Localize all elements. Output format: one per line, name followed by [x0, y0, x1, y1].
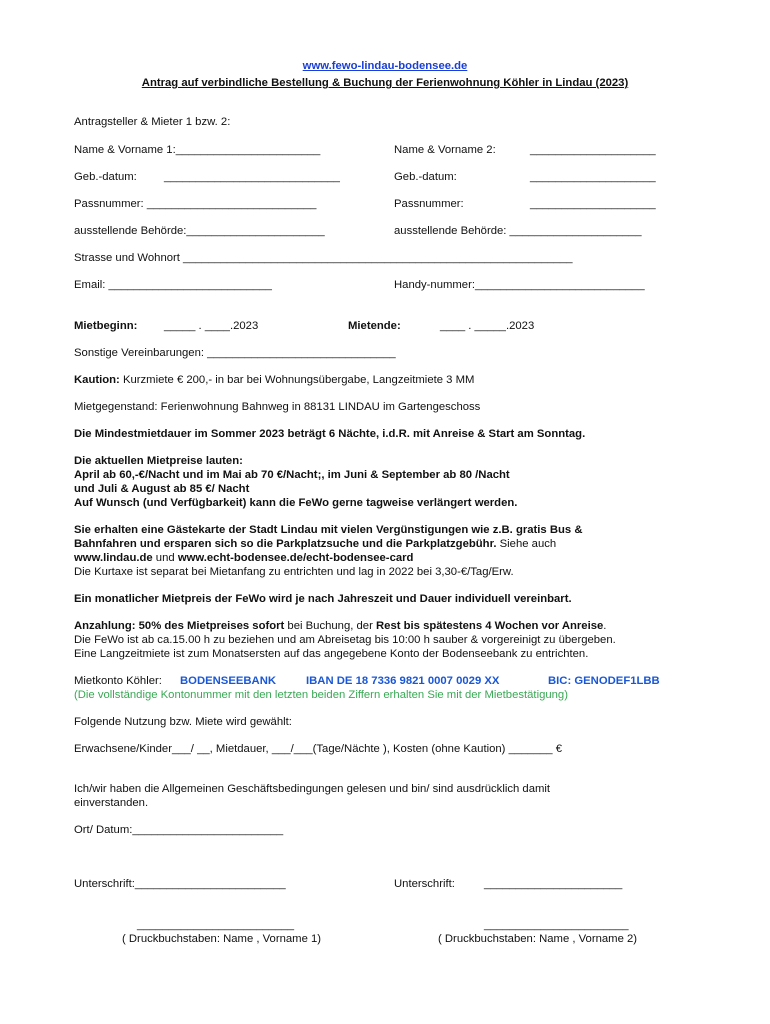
bank-name: BODENSEEBANK: [180, 675, 277, 687]
email-field[interactable]: Email: __________________________: [74, 279, 272, 291]
place-date-field[interactable]: Ort/ Datum:________________________: [74, 824, 284, 836]
deposit-label: Kaution:: [74, 374, 120, 386]
tourist-tax-note: Die Kurtaxe ist separat bei Mietanfang zu entrichten und lag in 2022 bei 3,30-€/Tag/Erw.: [74, 566, 514, 578]
dob-label-2: Geb.-datum:: [394, 171, 457, 183]
guestcard-text: Bahnfahren und ersparen sich so die Parkplatzsuche und die Parkplatzgebühr.: [74, 538, 497, 550]
dob-label-1: Geb.-datum:: [74, 171, 137, 183]
rental-start-label: Mietbeginn:: [74, 320, 138, 332]
usage-heading: Folgende Nutzung bzw. Miete wird gewählt:: [74, 716, 292, 728]
name-field-1[interactable]: Name & Vorname 1:_______________________: [74, 144, 321, 156]
guestcard-and: und: [152, 552, 178, 564]
payment-period: .: [603, 620, 607, 632]
authority-field-2[interactable]: ausstellende Behörde: _____________________: [394, 225, 642, 237]
terms-line-1: Ich/wir haben die Allgemeinen Geschäftsbedingungen gelesen und bin/ sind ausdrücklich damit: [74, 783, 551, 795]
dob-field-1[interactable]: ____________________________: [164, 171, 340, 183]
guestcard-line-1: Sie erhalten eine Gästekarte der Stadt Lindau mit vielen Vergünstigungen wie z.B. gratis Bus &: [74, 524, 583, 536]
signature-field-2[interactable]: ______________________: [484, 878, 623, 890]
name-field-2[interactable]: ____________________: [530, 144, 656, 156]
street-field[interactable]: Strasse und Wohnort ______________________________________________________________: [74, 252, 573, 264]
deposit-line: [74, 374, 474, 388]
monthly-price-note: Ein monatlicher Mietpreis der FeWo wird je nach Jahreszeit und Dauer individuell vereinbart.: [74, 593, 572, 605]
print-name-field-1[interactable]: _________________________: [137, 919, 295, 931]
name-label-2: Name & Vorname 2:: [394, 144, 496, 156]
rental-end-label: Mietende:: [348, 320, 401, 332]
deposit-text: Kurzmiete € 200,- in bar bei Wohnungsübergabe, Langzeitmiete 3 MM: [119, 374, 475, 386]
payment-text: bei Buchung, der: [284, 620, 376, 632]
rental-end-field[interactable]: ____ . _____.2023: [440, 320, 535, 332]
rental-object: Mietgegenstand: Ferienwohnung Bahnweg in 88131 LINDAU im Gartengeschoss: [74, 401, 481, 413]
bic: BIC: GENODEF1LBB: [548, 675, 660, 687]
print-name-field-2[interactable]: _______________________: [484, 919, 629, 931]
remainder-payment: Rest bis spätestens 4 Wochen vor Anreise: [376, 620, 604, 632]
iban: IBAN DE 18 7336 9821 0007 0029 XX: [306, 675, 500, 687]
website-link[interactable]: www.fewo-lindau-bodensee.de: [302, 60, 468, 72]
other-agreements-field[interactable]: Sonstige Vereinbarungen: ______________________________: [74, 347, 396, 359]
price-line: April ab 60,-€/Nacht und im Mai ab 70 €/Nacht;, im Juni & September ab 80 /Nacht: [74, 469, 510, 481]
signature-field-1[interactable]: Unterschrift:________________________: [74, 878, 286, 890]
lindau-link[interactable]: www.lindau.de: [74, 552, 153, 564]
guestcard-line-2: [74, 538, 556, 552]
terms-line-2: einverstanden.: [74, 797, 149, 809]
applicant-heading: Antragsteller & Mieter 1 bzw. 2:: [74, 116, 231, 128]
checkin-note: Die FeWo ist ab ca.15.00 h zu beziehen und am Abreisetag bis 10:00 h sauber & vorgereinigt zu übergeben.: [74, 634, 616, 646]
document-title: Antrag auf verbindliche Bestellung & Buchung der Ferienwohnung Köhler in Lindau (2023): [141, 77, 629, 89]
guestcard-see-also: Siehe auch: [496, 538, 557, 550]
price-line: Auf Wunsch (und Verfügbarkeit) kann die FeWo gerne tagweise verlängert werden.: [74, 497, 518, 509]
passport-label-2: Passnummer:: [394, 198, 464, 210]
price-line: und Juli & August ab 85 €/ Nacht: [74, 483, 250, 495]
print-caption-1: ( Druckbuchstaben: Name , Vorname 1): [122, 933, 322, 945]
account-note: (Die vollständige Kontonummer mit den letzten beiden Ziffern erhalten Sie mit der Mietbestätigung): [74, 689, 568, 701]
signature-label-2: Unterschrift:: [394, 878, 455, 890]
account-label: Mietkonto Köhler:: [74, 675, 162, 687]
deposit-payment: Anzahlung: 50% des Mietpreises sofort: [74, 620, 285, 632]
long-term-payment-note: Eine Langzeitmiete ist zum Monatsersten auf das angegebene Konto der Bodenseebank zu entrichten.: [74, 648, 589, 660]
payment-line-1: [74, 620, 606, 634]
echt-bodensee-link[interactable]: www.echt-bodensee.de/echt-bodensee-card: [177, 552, 414, 564]
usage-field[interactable]: Erwachsene/Kinder___/ __, Mietdauer, ___/___(Tage/Nächte ), Kosten (ohne Kaution) _______ €: [74, 743, 562, 755]
guestcard-line-3: [74, 552, 413, 566]
passport-field-1[interactable]: Passnummer: ___________________________: [74, 198, 317, 210]
passport-field-2[interactable]: ____________________: [530, 198, 656, 210]
authority-field-1[interactable]: ausstellende Behörde:______________________: [74, 225, 325, 237]
dob-field-2[interactable]: ____________________: [530, 171, 656, 183]
min-stay-note: Die Mindestmietdauer im Sommer 2023 beträgt 6 Nächte, i.d.R. mit Anreise & Start am Sonntag.: [74, 428, 586, 440]
mobile-field[interactable]: Handy-nummer:___________________________: [394, 279, 645, 291]
print-caption-2: ( Druckbuchstaben: Name , Vorname 2): [438, 933, 638, 945]
price-heading: Die aktuellen Mietpreise lauten:: [74, 455, 243, 467]
rental-start-field[interactable]: _____ . ____.2023: [164, 320, 259, 332]
